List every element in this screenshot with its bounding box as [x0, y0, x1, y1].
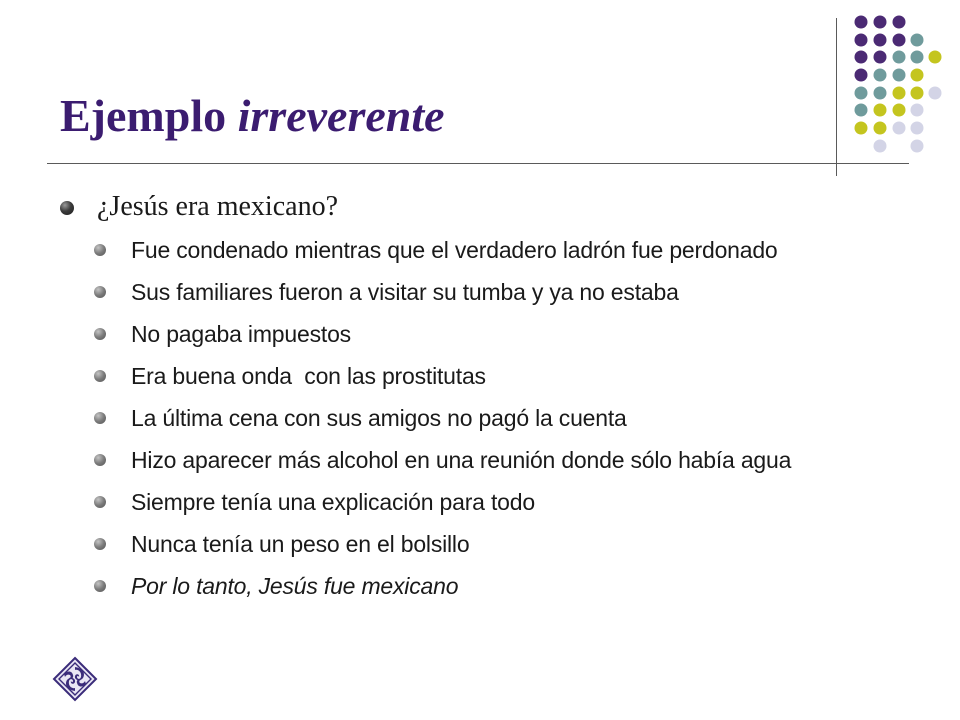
dot — [929, 87, 942, 100]
sub-bullet-text: Siempre tenía una explicación para todo — [131, 489, 535, 515]
dot-grid-decoration — [0, 0, 960, 170]
dot — [893, 69, 906, 82]
dot — [874, 16, 887, 29]
dot — [893, 104, 906, 117]
dot — [893, 16, 906, 29]
bullet-dot-icon — [94, 538, 106, 550]
sub-bullet-text: Era buena onda con las prostitutas — [131, 363, 486, 389]
dot — [874, 69, 887, 82]
dot — [874, 104, 887, 117]
sub-bullet-text-conclusion: Por lo tanto, Jesús fue mexicano — [131, 573, 459, 599]
main-bullet-text: ¿Jesús era mexicano? — [97, 191, 338, 222]
dot — [893, 87, 906, 100]
dot — [855, 69, 868, 82]
sub-bullet-text: Hizo aparecer más alcohol en una reunión donde sólo había agua — [131, 447, 792, 473]
title-divider-vertical — [836, 18, 837, 176]
dot — [893, 51, 906, 64]
dot — [855, 51, 868, 64]
slide-title — [60, 88, 445, 144]
bullet-dot-icon — [94, 244, 106, 256]
sub-bullet-text: Sus familiares fueron a visitar su tumba y ya no estaba — [131, 279, 679, 305]
dot — [911, 51, 924, 64]
dot — [874, 51, 887, 64]
sub-bullet-text: Fue condenado mientras que el verdadero ladrón fue perdonado — [131, 237, 778, 263]
bullet-dot-icon — [94, 286, 106, 298]
dot — [893, 34, 906, 47]
dot — [911, 122, 924, 135]
dot — [911, 140, 924, 153]
dot — [855, 87, 868, 100]
dot — [855, 16, 868, 29]
bullet-dot-icon — [94, 328, 106, 340]
dot — [911, 69, 924, 82]
sub-bullet-text: La última cena con sus amigos no pagó la cuenta — [131, 405, 627, 431]
slide-title-main: Ejemplo — [60, 90, 238, 141]
dot — [911, 104, 924, 117]
celtic-knot-logo-icon — [52, 656, 98, 702]
dot — [855, 122, 868, 135]
dot — [929, 51, 942, 64]
dot — [874, 122, 887, 135]
bullet-dot-icon — [94, 370, 106, 382]
sub-bullet-text: Nunca tenía un peso en el bolsillo — [131, 531, 470, 557]
bullet-dot-icon — [60, 201, 74, 215]
dot — [874, 87, 887, 100]
dot — [874, 140, 887, 153]
dot — [855, 34, 868, 47]
title-divider-horizontal — [47, 163, 909, 164]
dot — [855, 104, 868, 117]
bullet-dot-icon — [94, 496, 106, 508]
sub-bullet-text: No pagaba impuestos — [131, 321, 351, 347]
bullet-dot-icon — [94, 454, 106, 466]
dot — [874, 34, 887, 47]
dot — [911, 34, 924, 47]
bullet-dot-icon — [94, 580, 106, 592]
dot — [893, 122, 906, 135]
bullet-dot-icon — [94, 412, 106, 424]
slide-title-emphasis: irreverente — [237, 90, 445, 141]
dot — [911, 87, 924, 100]
